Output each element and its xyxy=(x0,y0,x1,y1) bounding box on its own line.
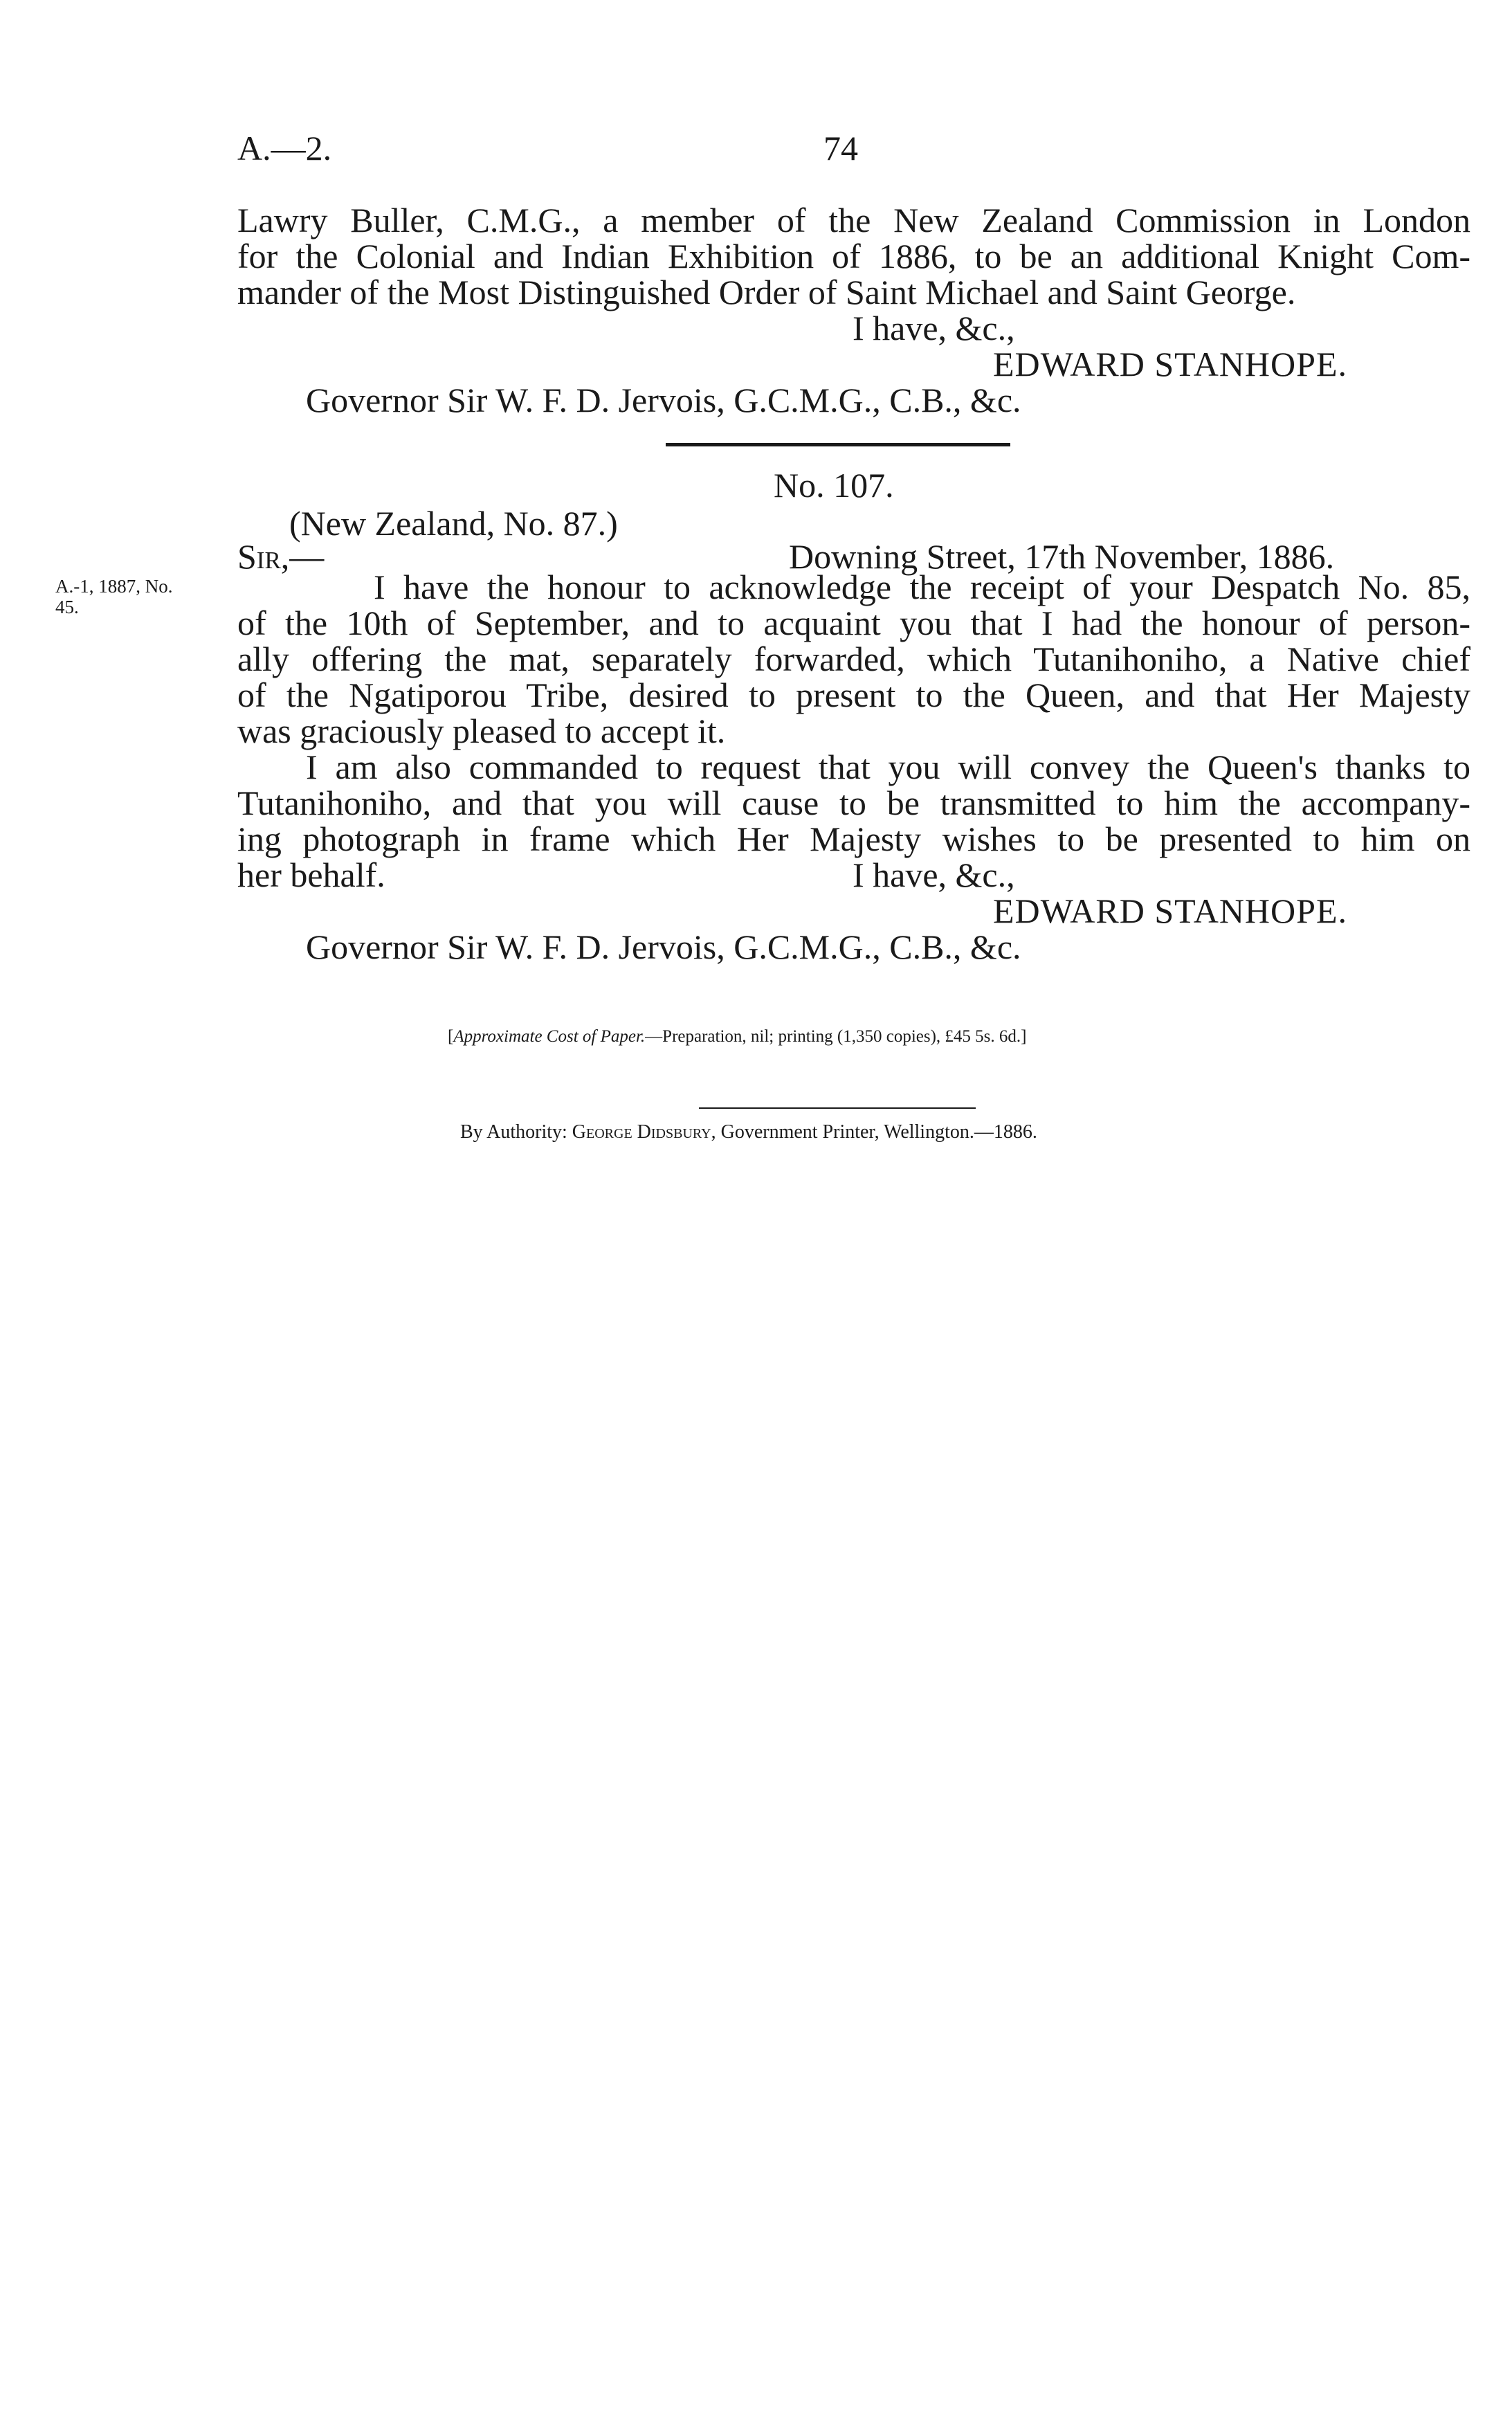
authority-suffix: , Government Printer, Wellington.—1886. xyxy=(711,1121,1037,1143)
footer-divider xyxy=(699,1107,976,1109)
closing: I have, &c., xyxy=(853,309,1015,347)
printer-name: George Didsbury xyxy=(572,1121,711,1143)
cost-of-paper: [Approximate Cost of Paper.—Preparation, nil; printing (1,350 copies), £45 5s. 6d.] xyxy=(448,1027,1027,1046)
signature: EDWARD STANHOPE. xyxy=(993,891,1347,930)
addressee: Governor Sir W. F. D. Jervois, G.C.M.G., C.B., &c. xyxy=(306,381,1021,419)
text-line: I have the honour to acknowledge the receipt of your Despatch No. 85, xyxy=(374,568,1470,606)
signature: EDWARD STANHOPE. xyxy=(993,345,1347,383)
margin-note-line: 45. xyxy=(55,597,79,617)
margin-note xyxy=(55,576,173,617)
despatch-number: No. 107. xyxy=(774,466,894,505)
margin-note-line: A.-1, 1887, No. xyxy=(55,576,173,597)
text-line: ally offering the mat, separately forwarded, which Tutanihoniho, a Native chief xyxy=(237,640,1470,678)
page-number: 74 xyxy=(823,129,858,167)
series-number: A.—2. xyxy=(237,129,332,167)
closing: I have, &c., xyxy=(853,855,1015,894)
text-line: of the Ngatiporou Tribe, desired to present to the Queen, and that Her Majesty xyxy=(237,676,1470,714)
section-divider xyxy=(666,443,1010,446)
text-line: Tutanihoniho, and that you will cause to be transmitted to him the accompany- xyxy=(237,783,1470,822)
addressee: Governor Sir W. F. D. Jervois, G.C.M.G., C.B., &c. xyxy=(306,927,1021,966)
text-line: of the 10th of September, and to acquaint you that I had the honour of person- xyxy=(237,604,1470,642)
text-line: her behalf. xyxy=(237,855,385,894)
text-line: for the Colonial and Indian Exhibition of 1886, to be an additional Knight Com- xyxy=(237,237,1470,275)
salutation: Sir,— xyxy=(237,537,325,576)
cost-label: Approximate Cost of Paper. xyxy=(453,1027,646,1046)
place-date: Downing Street, 17th November, 1886. xyxy=(789,537,1335,576)
text-line: I am also commanded to request that you will convey the Queen's thanks to xyxy=(306,748,1470,786)
text-line: ing photograph in frame which Her Majesty wishes to be presented to him on xyxy=(237,819,1470,858)
printer-imprint xyxy=(460,1121,1037,1143)
authority-prefix: By Authority: xyxy=(460,1121,567,1143)
text-line: was graciously pleased to accept it. xyxy=(237,712,726,750)
despatch-reference: (New Zealand, No. 87.) xyxy=(289,504,618,543)
text-line: Lawry Buller, C.M.G., a member of the New Zealand Commission in London xyxy=(237,201,1470,239)
text-line: mander of the Most Distinguished Order of Saint Michael and Saint George. xyxy=(237,273,1296,311)
cost-detail: —Preparation, nil; printing (1,350 copies), £45 5s. 6d. xyxy=(645,1027,1021,1046)
